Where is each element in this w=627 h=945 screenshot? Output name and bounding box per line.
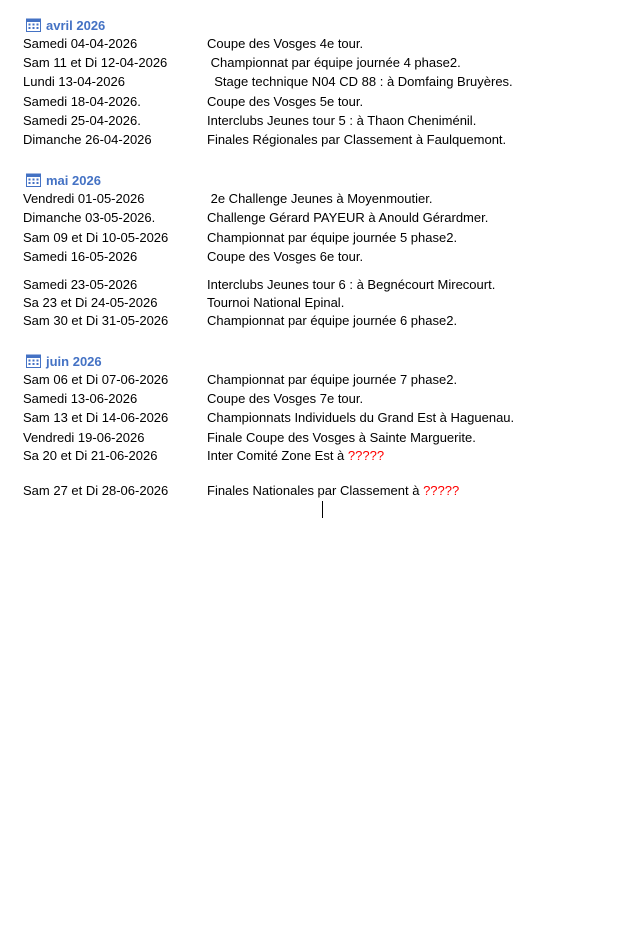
event-text: Finales Nationales par Classement à: [207, 483, 424, 498]
row-date: Dimanche 03-05-2026.: [23, 210, 156, 225]
row-event: Coupe des Vosges 6e tour.: [207, 249, 364, 264]
month-title: avril 2026: [46, 17, 106, 33]
month-header-mai: [26, 172, 101, 188]
row-date: Samedi 16-05-2026: [23, 249, 138, 264]
text-cursor: [322, 501, 323, 518]
row-date: Vendredi 01-05-2026: [23, 191, 145, 206]
row-event: 2e Challenge Jeunes à Moyenmoutier.: [207, 191, 433, 206]
row-event: Challenge Gérard PAYEUR à Anould Gérardmer.: [207, 210, 489, 225]
calendar-icon: [26, 18, 41, 32]
row-event: Tournoi National Epinal.: [207, 295, 345, 310]
row-date: Sam 30 et Di 31-05-2026: [23, 313, 169, 328]
row-event: [207, 447, 384, 464]
row-date: Sam 06 et Di 07-06-2026: [23, 372, 169, 387]
row-date: Samedi 23-05-2026: [23, 277, 138, 292]
event-text: Inter Comité Zone Est à: [207, 448, 348, 463]
row-event: Interclubs Jeunes tour 6 : à Begnécourt Mirecourt.: [207, 277, 496, 292]
row-date: Samedi 04-04-2026: [23, 36, 138, 51]
unknown-location-marker: ?????: [347, 448, 385, 463]
row-event: Coupe des Vosges 5e tour.: [207, 94, 364, 109]
row-event: [207, 482, 459, 499]
row-event: Finales Régionales par Classement à Faulquemont.: [207, 132, 507, 147]
row-date: Sam 11 et Di 12-04-2026: [23, 55, 168, 70]
row-date: Dimanche 26-04-2026: [23, 132, 152, 147]
row-event: Finale Coupe des Vosges à Sainte Marguerite.: [207, 430, 476, 445]
row-event: Championnat par équipe journée 7 phase2.: [207, 372, 458, 387]
row-date: Vendredi 19-06-2026: [23, 430, 145, 445]
row-event: Coupe des Vosges 7e tour.: [207, 391, 364, 406]
row-event: Championnats Individuels du Grand Est à Haguenau.: [207, 410, 515, 425]
row-date: Sam 27 et Di 28-06-2026: [23, 483, 169, 498]
row-date: Sam 13 et Di 14-06-2026: [23, 410, 169, 425]
row-event: Championnat par équipe journée 6 phase2.: [207, 313, 458, 328]
row-event: Interclubs Jeunes tour 5 : à Thaon Cheniménil.: [207, 113, 477, 128]
calendar-icon: [26, 173, 41, 187]
row-date: Samedi 13-06-2026: [23, 391, 138, 406]
month-header-juin: [26, 353, 102, 369]
row-event: Championnat par équipe journée 5 phase2.: [207, 230, 458, 245]
row-date: Sam 09 et Di 10-05-2026: [23, 230, 169, 245]
calendar-icon: [26, 354, 41, 368]
month-title: juin 2026: [46, 353, 102, 369]
row-date: Sa 23 et Di 24-05-2026: [23, 295, 158, 310]
month-title: mai 2026: [46, 172, 101, 188]
row-event: Coupe des Vosges 4e tour.: [207, 36, 364, 51]
row-event: Stage technique N04 CD 88 : à Domfaing Bruyères.: [207, 74, 513, 89]
row-date: Sa 20 et Di 21-06-2026: [23, 448, 158, 463]
month-header-avril: [26, 17, 105, 33]
row-date: Samedi 18-04-2026.: [23, 94, 141, 109]
row-date: Samedi 25-04-2026.: [23, 113, 141, 128]
unknown-location-marker: ?????: [423, 483, 460, 498]
row-event: Championnat par équipe journée 4 phase2.: [207, 55, 461, 70]
row-date: Lundi 13-04-2026: [23, 74, 125, 89]
